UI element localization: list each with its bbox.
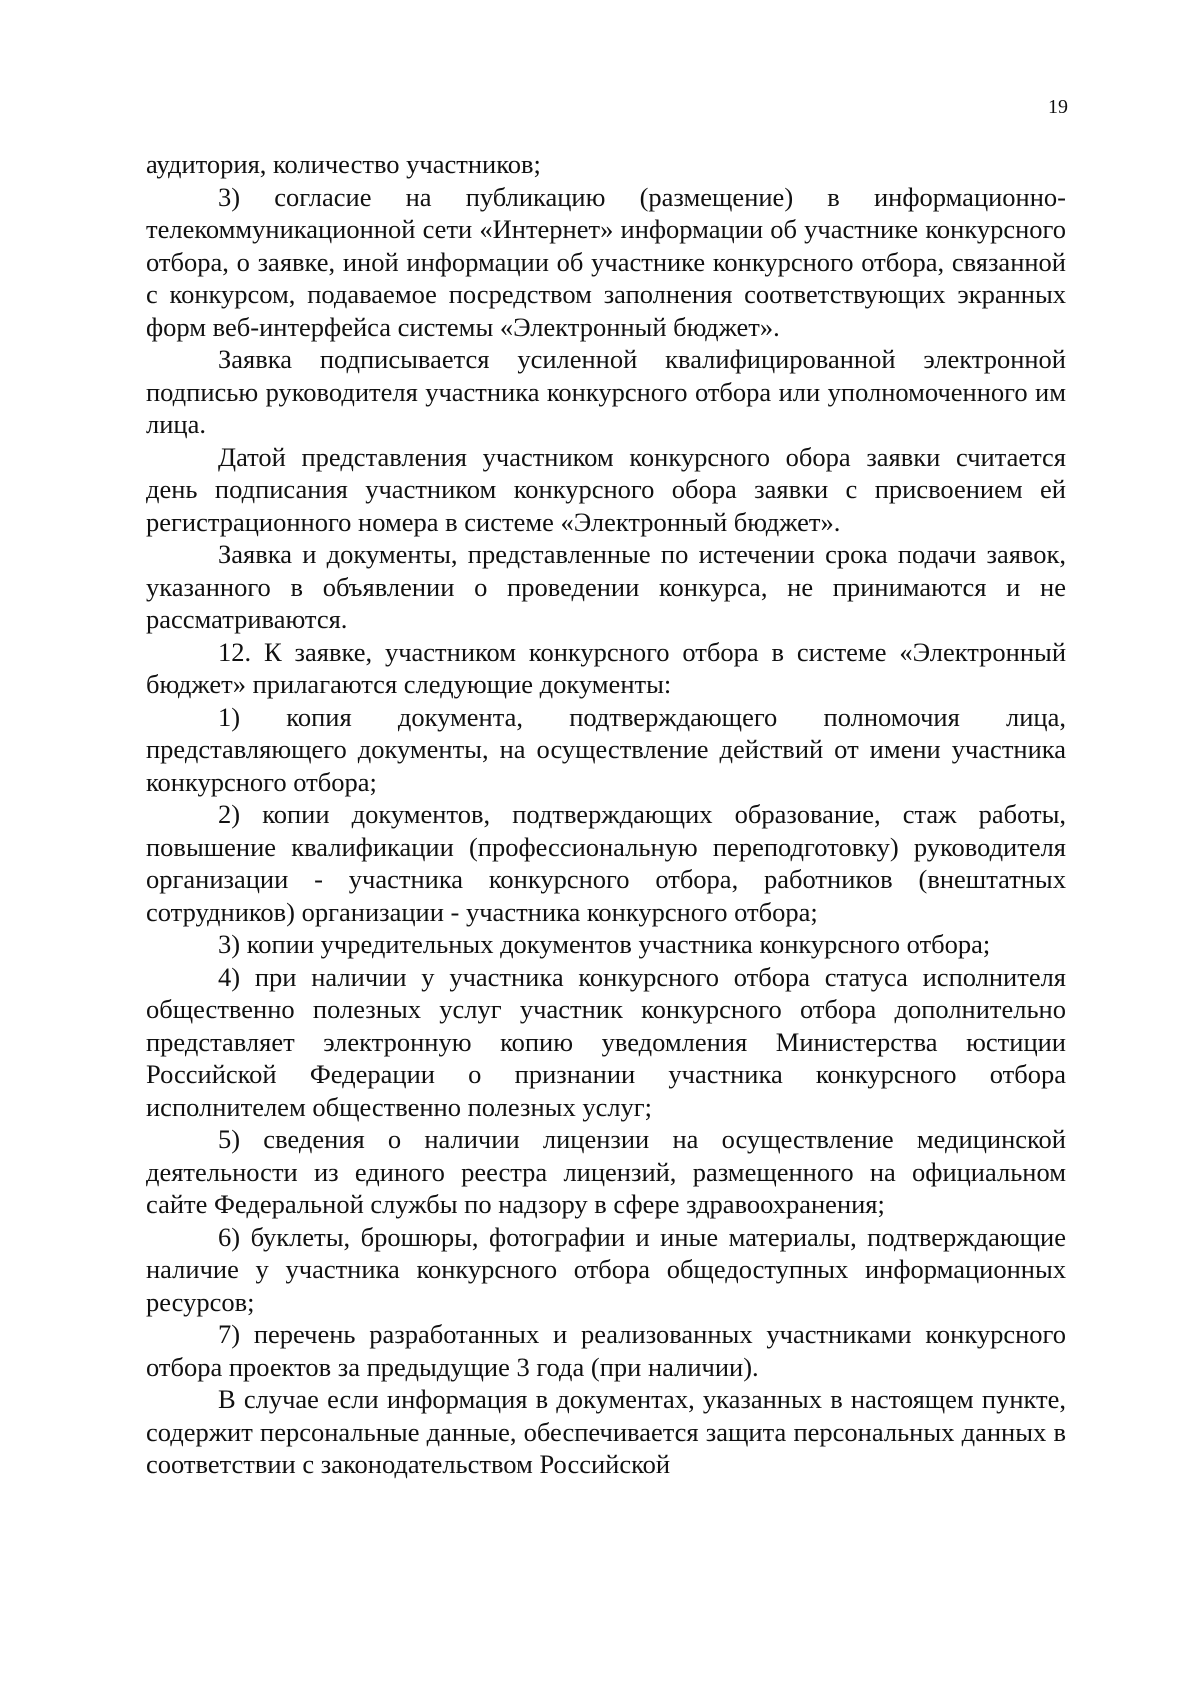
paragraph-personal-data: В случае если информация в документах, указанных в настоящем пункте, содержит персональные данные, обеспечивается защита персональных данных в соответствии с законодательством Российской — [146, 1384, 1066, 1479]
list-item-4: 4) при наличии у участника конкурсного отбора статуса исполнителя общественно полезных услуг участник конкурсного отбора дополнительно представляет электронную копию уведомления Министерства юстиции Российской Федерации о признании участника конкурсного отбора исполнителем общественно полезных услуг; — [146, 961, 1066, 1122]
paragraph-item-3-consent: 3) согласие на публикацию (размещение) в информационно-телекоммуникационной сети «Интернет» информации об участнике конкурсного отбора, о заявке, иной информации об участнике конкурсного отбора, связанной с конкурсом, подаваемое посредством заполнения соответствующих экранных форм веб-интерфейса системы «Электронный бюджет». — [146, 181, 1066, 342]
paragraph-late-applications: Заявка и документы, представленные по истечении срока подачи заявок, указанного в объявлении о проведении конкурса, не принимаются и не рассматриваются. — [146, 539, 1066, 634]
paragraph-submission-date: Датой представления участником конкурсного обора заявки считается день подписания участником конкурсного обора заявки с присвоением ей регистрационного номера в системе «Электронный бюджет». — [146, 441, 1066, 537]
list-item-2: 2) копии документов, подтверждающих образование, стаж работы, повышение квалификации (профессиональную переподготовку) руководителя организации - участника конкурсного отбора, работников (внештатных сотрудников) организации - участника конкурсного отбора; — [146, 799, 1066, 927]
list-item-7: 7) перечень разработанных и реализованных участниками конкурсного отбора проектов за предыдущие 3 года (при наличии). — [146, 1319, 1066, 1382]
list-item-6: 6) буклеты, брошюры, фотографии и иные материалы, подтверждающие наличие у участника конкурсного отбора общедоступных информационных ресурсов; — [146, 1221, 1066, 1317]
list-item-1: 1) копия документа, подтверждающего полномочия лица, представляющего документы, на осуществление действий от имени участника конкурсного отбора; — [146, 701, 1066, 797]
paragraph-signature: Заявка подписывается усиленной квалифицированной электронной подписью руководителя участника конкурсного отбора или уполномоченного им лица. — [146, 344, 1066, 439]
paragraph-section-12: 12. К заявке, участником конкурсного отбора в системе «Электронный бюджет» прилагаются следующие документы: — [146, 636, 1066, 699]
page-number: 19 — [1048, 96, 1068, 118]
document-body — [146, 148, 1066, 1481]
paragraph-continuation: аудитория, количество участников; — [146, 149, 541, 179]
list-item-5: 5) сведения о наличии лицензии на осуществление медицинской деятельности из единого реестра лицензий, размещенного на официальном сайте Федеральной службы по надзору в сфере здравоохранения; — [146, 1124, 1066, 1219]
list-item-3: 3) копии учредительных документов участника конкурсного отбора; — [218, 929, 991, 959]
